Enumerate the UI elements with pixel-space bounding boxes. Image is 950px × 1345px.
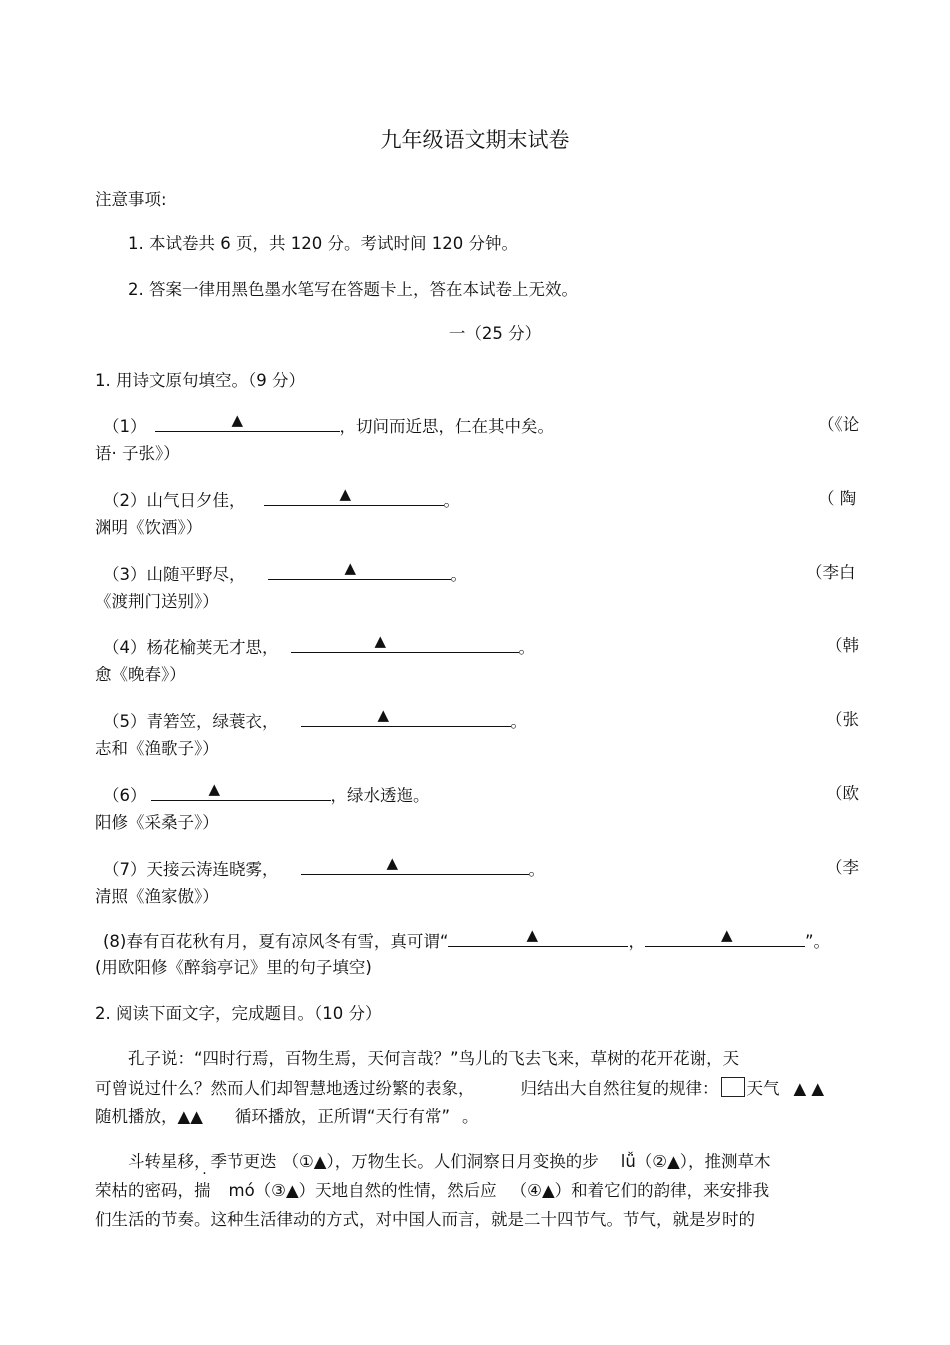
item-post: ，切问而近思，仁在其中矣。	[339, 417, 554, 436]
answer-blank	[151, 780, 331, 801]
page-title: 九年级语文期末试卷	[380, 128, 570, 152]
answer-blank	[264, 485, 444, 506]
triangle-marker-icon: ▲	[344, 559, 357, 577]
triangle-marker-icon: ▲	[208, 780, 221, 798]
text-segment: mó（③▲）天地自然的性情，然后应	[228, 1181, 497, 1200]
text-segment: （④▲）和着它们的韵律，来安排我	[510, 1181, 770, 1200]
q2-heading: 2. 阅读下面文字，完成题目。（10 分）	[95, 1004, 382, 1023]
q1-item-1	[103, 411, 554, 438]
item-post: 。	[510, 712, 527, 731]
source-line-1: （李白	[806, 563, 856, 582]
triangle-marker-icon: ▲	[374, 632, 387, 650]
triangle-marker-icon: ▲	[386, 854, 399, 872]
q2-paragraph-2-line-2	[95, 1180, 769, 1202]
source-line-2: 愈《晚春》）	[95, 665, 186, 684]
q2-paragraph-1-line-2	[95, 1077, 824, 1100]
item-pre: 山气日夕佳，	[146, 491, 246, 510]
item-mid: ，	[628, 932, 645, 951]
source-line-2: 语· 子张》）	[95, 444, 180, 463]
item-number: (8)	[103, 932, 127, 951]
item-pre: 山随平野尽，	[146, 565, 246, 584]
q2-paragraph-1-line-3	[95, 1106, 479, 1128]
notice-heading: 注意事项:	[95, 190, 167, 209]
source-line-2: 《渡荆门送别》）	[95, 592, 219, 611]
item-pre: 春有百花秋有月，夏有凉风冬有雪，真可谓“	[126, 932, 449, 951]
answer-blank	[291, 632, 519, 653]
source-line-2: 清照《渔家傲》）	[95, 887, 219, 906]
q1-item-7	[103, 854, 545, 881]
q1-item-5	[103, 706, 527, 733]
triangle-marker-icon: ▲	[526, 926, 538, 944]
answer-blank	[645, 926, 805, 947]
source-line-1: （韩	[826, 636, 859, 655]
item-post: 。	[443, 491, 460, 510]
item-post: 。	[518, 638, 535, 657]
triangle-marker-icon: ▲	[377, 706, 390, 724]
q1-item-8	[103, 926, 830, 953]
text-segment: 随机播放，▲▲	[95, 1107, 203, 1126]
source-line-1: （李	[826, 858, 859, 877]
blank-box	[721, 1077, 745, 1097]
item-number: （4）	[103, 638, 147, 657]
item-post: ”。	[804, 932, 830, 951]
source-line-1: （《论	[818, 415, 860, 434]
q2-paragraph-2-line-1	[128, 1151, 771, 1173]
q2-paragraph-2-line-3: 们生活的节奏。这种生活律动的方式，对中国人而言，就是二十四节气。节气，就是岁时的	[95, 1210, 755, 1229]
text-segment: （①▲），万物生长。人们洞察日月变换的步	[282, 1152, 599, 1171]
text-segment: 斗转星移，季节更迭 .	[128, 1152, 277, 1171]
notice-item-2: 2. 答案一律用黑色墨水笔写在答题卡上，答在本试卷上无效。	[128, 280, 578, 299]
item-post: 。	[450, 565, 467, 584]
q1-item-2	[103, 485, 460, 512]
triangle-marker-icon: ▲	[720, 926, 733, 944]
triangle-markers: ▲ ▲	[793, 1079, 825, 1098]
q1-heading: 1. 用诗文原句填空。（9 分）	[95, 371, 305, 390]
answer-blank	[268, 559, 451, 580]
q1-item-6	[103, 780, 430, 807]
item-pre: 杨花榆荚无才思，	[146, 638, 279, 657]
item-pre: 青箬笠，绿蓑衣，	[146, 712, 279, 731]
item-number: （1）	[103, 417, 147, 436]
text-segment: lǚ（②▲），推测草木	[620, 1152, 771, 1171]
section-heading: 一（25 分）	[448, 324, 542, 343]
answer-blank	[301, 854, 529, 875]
answer-blank	[155, 411, 340, 432]
text-segment: 。	[462, 1107, 479, 1126]
text-segment: 循环播放，正所谓“天行有常”	[234, 1107, 450, 1126]
item-number: （3）	[103, 565, 147, 584]
notice-item-1: 1. 本试卷共 6 页，共 120 分。考试时间 120 分钟。	[128, 234, 518, 253]
item-number: （7）	[103, 860, 147, 879]
item-number: （6）	[103, 786, 147, 805]
q2-paragraph-1-line-1: 孔子说：“四时行焉，百物生焉，天何言哉？”鸟儿的飞去飞来，草树的花开花谢，天	[128, 1049, 740, 1068]
source-line-1: （ 陶	[818, 489, 857, 508]
q1-item-4	[103, 632, 535, 659]
triangle-marker-icon: ▲	[339, 485, 352, 503]
item-number: （2）	[103, 491, 147, 510]
source-line-2: 阳修《采桑子》）	[95, 813, 219, 832]
q1-item-3	[103, 559, 467, 586]
source-line-1: （张	[826, 710, 859, 729]
source-line-1: （欧	[826, 784, 859, 803]
triangle-marker-icon: ▲	[231, 411, 244, 429]
text-segment: 可曾说过什么？然而人们却智慧地透过纷繁的表象，	[95, 1079, 475, 1098]
q1-item-8-note: (用欧阳修《醉翁亭记》里的句子填空)	[95, 958, 372, 977]
answer-blank	[301, 706, 511, 727]
item-post: 。	[528, 860, 545, 879]
text-segment: 归结出大自然往复的规律：	[520, 1079, 719, 1098]
item-pre: 天接云涛连晓雾，	[146, 860, 279, 879]
text-segment: 天气	[746, 1079, 780, 1098]
source-line-2: 渊明《饮酒》）	[95, 518, 203, 537]
text-segment: 荣枯的密码，揣	[95, 1181, 211, 1200]
source-line-2: 志和《渔歌子》）	[95, 739, 219, 758]
item-post: ，绿水透迤。	[330, 786, 430, 805]
answer-blank	[448, 926, 628, 947]
item-number: （5）	[103, 712, 147, 731]
